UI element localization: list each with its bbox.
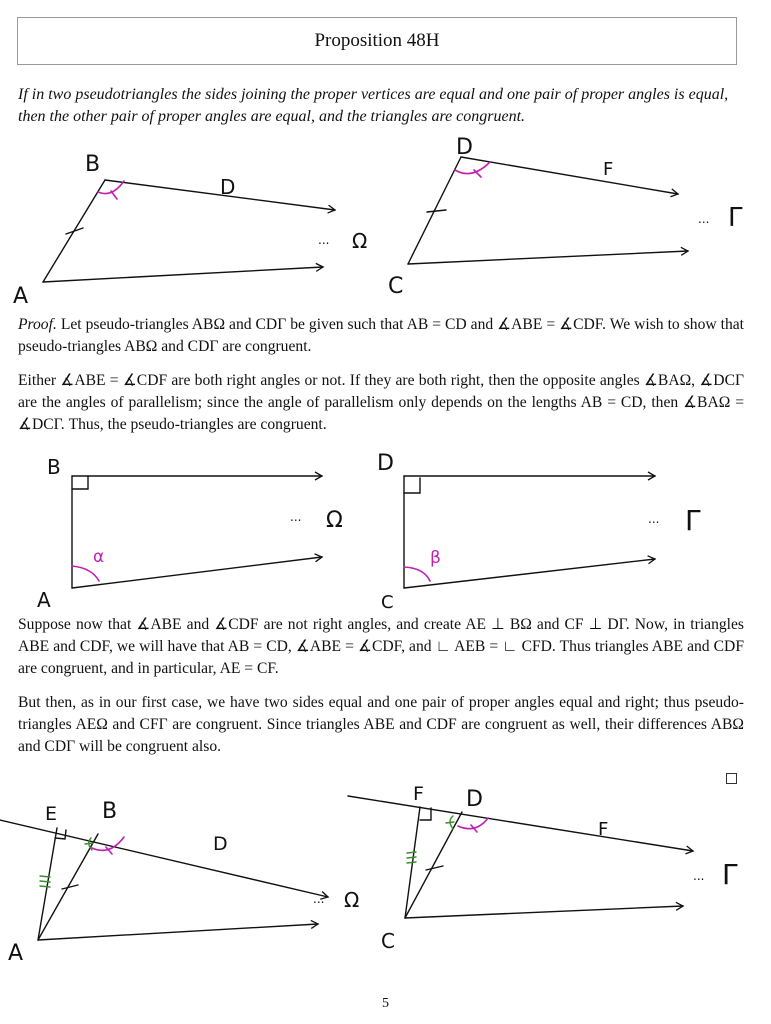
ray-c-gamma	[405, 906, 683, 918]
label-gamma: Γ	[728, 203, 743, 233]
ray-c-gamma	[408, 251, 688, 264]
label-f2: F	[598, 819, 609, 840]
label-b: B	[85, 152, 101, 177]
label-d2: D	[456, 135, 473, 160]
right-angle-f	[420, 808, 431, 820]
proof-paragraph-1	[18, 314, 744, 358]
segment-cd	[405, 812, 462, 918]
tick-cf	[407, 852, 416, 863]
label-f: F	[603, 159, 614, 180]
page-number: 5	[382, 996, 389, 1011]
ray-a-omega	[72, 557, 322, 588]
proof-paragraph-2: Either ∡ABE = ∡CDF are both right angles or not. If they are both right, then the opposite angles ∡BAΩ, ∡DCΓ are the angles of parallelism; since the angle of parallelism only depends on the lengths AB = CD, then ∡BAΩ = ∡DCΓ. Thus, the pseudo-triangles are congruent.	[18, 372, 744, 433]
label-gamma: Γ	[722, 858, 738, 891]
line-e-omega	[0, 820, 328, 897]
page-title: Proposition 48H	[314, 30, 440, 51]
label-omega: Ω	[352, 229, 368, 253]
right-angle-d	[404, 478, 420, 493]
proof-lead: Proof.	[18, 316, 57, 333]
ray-a-omega	[43, 267, 323, 282]
dots-gamma: ...	[648, 512, 660, 526]
ray-c-gamma	[404, 559, 655, 588]
label-a: A	[37, 588, 51, 612]
proposition-statement: If in two pseudotriangles the sides joining the proper vertices are equal and one pair of proper angles is equal, then the other pair of proper angles are equal, and the triangles are congruent.	[18, 86, 729, 125]
label-e: E	[45, 803, 58, 825]
proof-text-1: Let pseudo-triangles ABΩ and CDΓ be given such that AB = CD and ∡ABE = ∡CDF. We wish to show that pseudo-triangles ABΩ and CDΓ are congruent.	[18, 316, 744, 355]
angle-arc-d	[455, 162, 490, 174]
angle-tick-b	[111, 191, 117, 199]
label-b: B	[47, 455, 61, 479]
figure-3	[0, 770, 771, 970]
label-c: C	[381, 592, 394, 613]
angle-mark-cdf	[446, 816, 454, 829]
label-d: D	[220, 175, 236, 199]
line-f-gamma	[348, 796, 693, 851]
label-a: A	[8, 941, 24, 966]
label-d2: D	[466, 787, 483, 812]
label-alpha: α	[93, 547, 105, 567]
title-box	[17, 17, 737, 65]
figure-1	[0, 130, 771, 310]
ray-d-gamma	[461, 157, 678, 194]
label-a: A	[13, 284, 29, 309]
segment-cd	[408, 157, 461, 264]
dots-gamma: ...	[693, 869, 705, 883]
label-c: C	[381, 929, 395, 953]
tick-cd	[427, 210, 446, 212]
label-omega: Ω	[344, 888, 360, 912]
ray-a-omega	[38, 924, 318, 940]
dots-omega: ...	[318, 233, 330, 247]
angle-arc-c	[404, 567, 430, 581]
label-d: D	[377, 451, 394, 476]
dots-omega: ...	[290, 510, 302, 524]
label-f: F	[413, 783, 424, 805]
label-c: C	[388, 274, 404, 299]
proof-paragraph-4: But then, as in our first case, we have two sides equal and one pair of proper angles equal and right; thus pseudo-triangles AEΩ and CFΓ are congruent. Since triangles ABE and CDF are congruent as well, their differences ABΩ and CDΓ will be congruent also.	[18, 694, 744, 755]
right-angle-b	[72, 476, 88, 489]
dots-gamma: ...	[698, 212, 710, 226]
label-omega: Ω	[326, 508, 343, 533]
proof-paragraph-3: Suppose now that ∡ABE and ∡CDF are not right angles, and create AE ⊥ BΩ and CF ⊥ DΓ. Now, in triangles ABE and CDF, we will have that AB = CD, ∡ABE = ∡CDF, and ∟ AEB = ∟ CFD. Thus triangles ABE and CDF are congruent, and in particular, AE = CF.	[18, 616, 744, 677]
angle-arc-a	[72, 566, 99, 581]
tick-cd	[426, 866, 443, 870]
label-b: B	[102, 799, 118, 824]
label-beta: β	[430, 548, 441, 568]
label-d: D	[213, 833, 228, 855]
label-gamma: Γ	[685, 504, 701, 537]
dots-omega: ...	[313, 892, 325, 906]
figure-2	[0, 445, 771, 615]
tick-ab	[62, 885, 78, 889]
